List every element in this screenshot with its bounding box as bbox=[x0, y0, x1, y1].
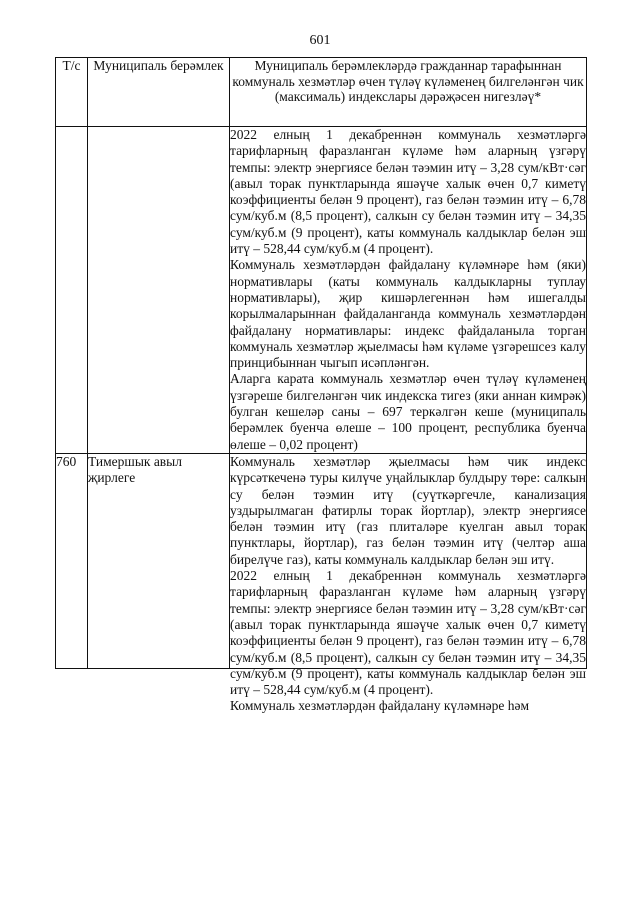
paragraph: Коммуналь хезмәтләр җыелмасы һәм чик индекс күрсәткеченә туры килүче уңайлыклар булдыру төре: салкын су белән тәэмин итү (суүткәргечле, канализация уздырылмаган фатирлы торак йортлар), электр энергиясе белән тәэмин итү (газ плиталәре куелган авыл торак пунктлары, йортлар), газ белән тәэмин итү (челтәр аша бирелүче газ), каты коммуналь калдыклар белән эш итү. bbox=[230, 453, 586, 567]
row-municipality: Тимершык авыл җирлеге bbox=[88, 453, 230, 668]
header-municipality: Муниципаль берәмлек bbox=[88, 58, 230, 127]
table-row bbox=[56, 127, 587, 454]
row-municipality bbox=[88, 127, 230, 454]
header-number: Т/с bbox=[56, 58, 88, 127]
paragraph: Аларга карата коммуналь хезмәтләр өчен түләү күләменең үзгәреше билгеләнгән чик индекска тигез (яки аннан кимрәк) булган кешеләр саны – 697 теркәлгән кеше (муниципаль берәмлек буенча өлеше – 100 процент, республика буенча өлеше – 0,02 процент) bbox=[230, 371, 586, 452]
table-row bbox=[56, 453, 587, 668]
paragraph: Коммуналь хезмәтләрдән файдалану күләмнәре һәм bbox=[230, 698, 530, 714]
row-number: 760 bbox=[56, 453, 88, 668]
document-table bbox=[55, 57, 587, 714]
paragraph: 2022 елның 1 декабреннән коммуналь хезмәтләргә тарифларның фаразланган күләме һәм аларның үзгәрү темпы: электр энергиясе белән тәэмин итү – 3,28 сум/кВт·сәг (авыл торак пунктларында яшәүче халык өчен 0,7 киметү коэффициенты белән 9 процент), газ белән тәэмин итү – 6,78 сум/куб.м (8,5 процент), салкын су белән тәэмин итү – 34,35 сум/куб.м (9 процент), каты коммуналь калдыклар белән эш итү – 528,44 сум/куб.м (4 процент). bbox=[230, 127, 586, 257]
row-justification-clip bbox=[230, 453, 586, 714]
paragraph: 2022 елның 1 декабреннән коммуналь хезмәтләргә тарифларның фаразланган күләме һәм аларның үзгәрү темпы: электр энергиясе белән тәэмин итү – 3,28 сум/кВт·сәг (авыл торак пунктларында яшәүче халык өчен 0,7 киметү коэффициенты белән 9 процент), газ белән тәэмин итү – 6,78 сум/куб.м (8,5 процент), салкын су белән тәэмин итү – 34,35 сум/куб.м (9 процент), каты коммуналь калдыклар белән эш итү – 528,44 сум/куб.м (4 процент). bbox=[230, 568, 586, 698]
page-number: 601 bbox=[309, 33, 331, 48]
row-justification bbox=[230, 453, 587, 714]
row-number bbox=[56, 127, 88, 454]
paragraph: Коммуналь хезмәтләрдән файдалану күләмнәре һәм (яки) нормативлары (каты коммуналь калдыкларны туплау нормативлары), җир кишәрлегеннән һәм ишегалды корылмаларыннан файдаланганда коммуналь хезмәтләрдән файдалану нормативлары: индекс файдаланыла торган коммуналь хезмәтләр җыелмасы һәм күләме үзгәрешсез калу принцибыннан чыгып исәпләнгән. bbox=[230, 257, 586, 371]
table-header-row bbox=[56, 58, 587, 127]
header-justification: Муниципаль берәмлекләрдә гражданнар тарафыннан коммуналь хезмәтләр өчен түләү күләменең билгеләнгән чик (максималь) индекслары дәрәҗәсен нигезләү* bbox=[230, 58, 587, 127]
row-justification bbox=[230, 127, 587, 454]
